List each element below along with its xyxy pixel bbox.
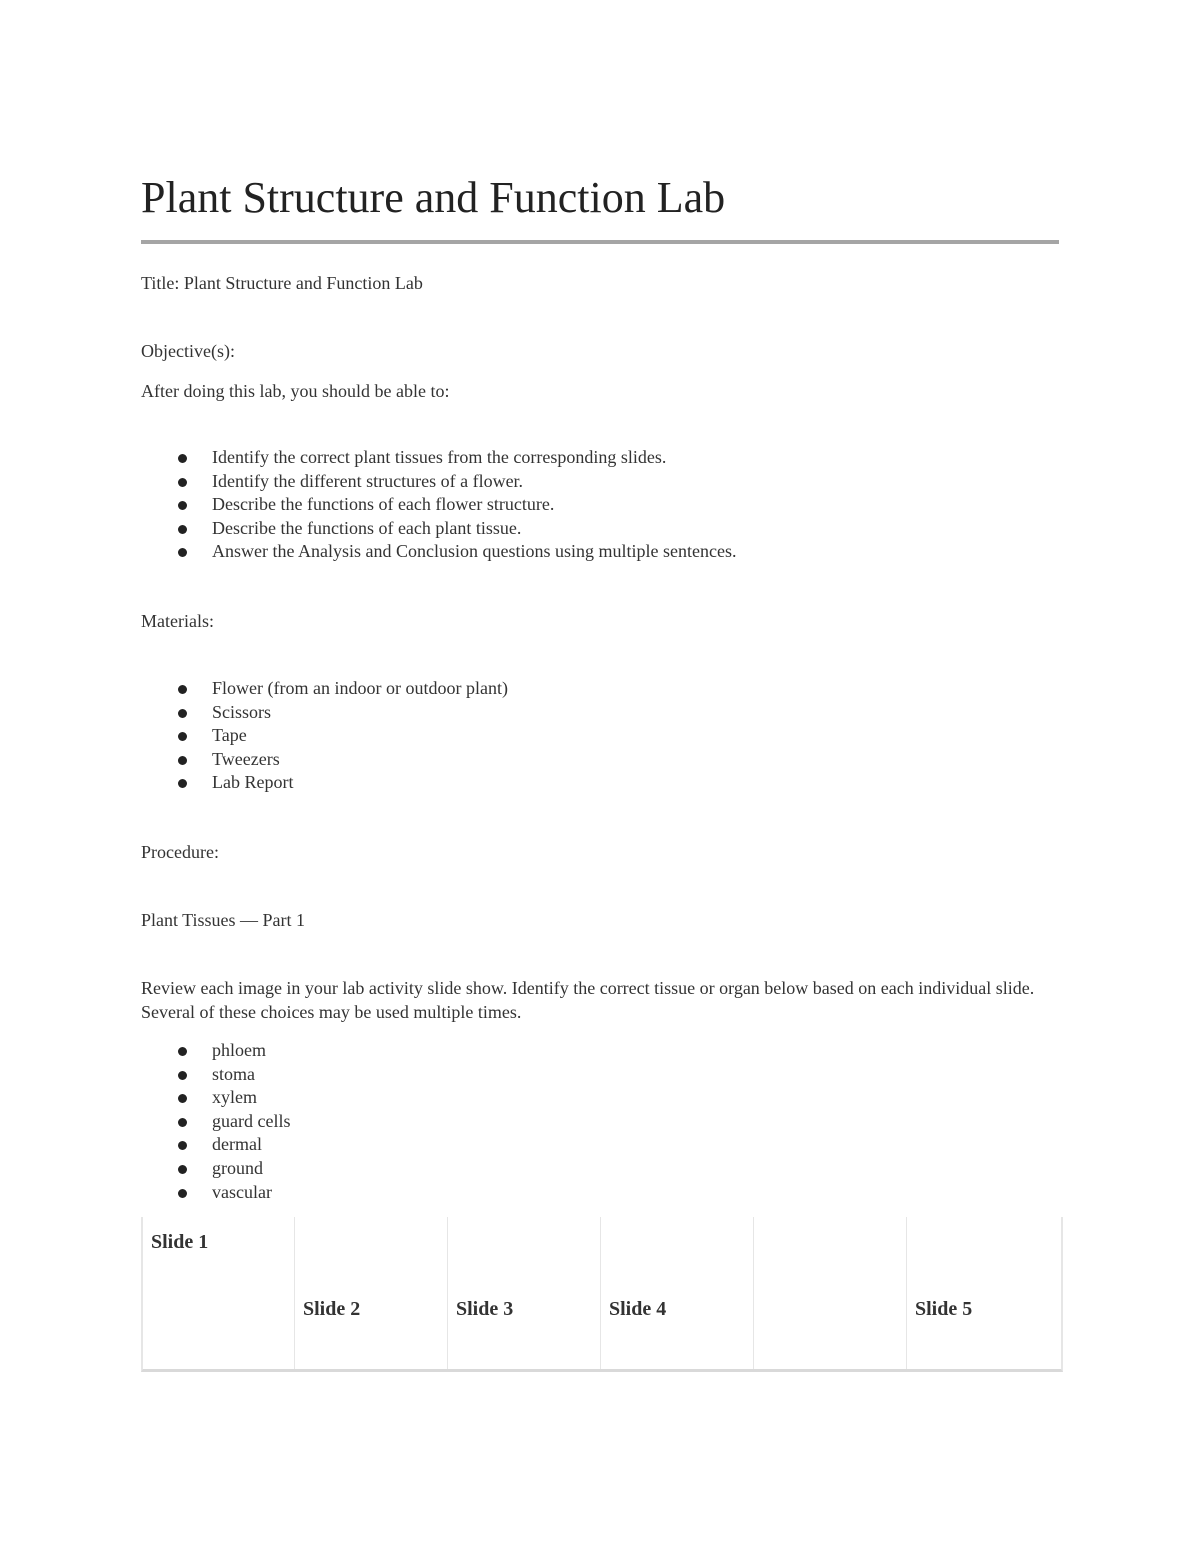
list-item-text: Answer the Analysis and Conclusion questions using multiple sentences.	[212, 541, 737, 562]
list-item	[141, 1063, 290, 1087]
list-item	[141, 1110, 290, 1134]
objectives-intro: After doing this lab, you should be able to:	[141, 381, 450, 401]
bullet-icon	[178, 454, 187, 463]
bullet-icon	[178, 1094, 187, 1103]
list-item	[141, 1039, 290, 1063]
bullet-icon	[178, 732, 187, 741]
list-item	[141, 677, 508, 701]
list-item-text: stoma	[212, 1063, 255, 1084]
heading-divider	[141, 240, 1059, 244]
bullet-icon	[178, 756, 187, 765]
list-item-text: xylem	[212, 1087, 257, 1108]
materials-list	[141, 677, 508, 795]
list-item	[141, 1157, 290, 1181]
list-item-text: vascular	[212, 1181, 272, 1202]
list-item	[141, 1181, 290, 1205]
document-heading: Plant Structure and Function Lab	[141, 173, 726, 222]
bullet-icon	[178, 779, 187, 788]
objectives-label: Objective(s):	[141, 341, 235, 361]
slide-label: Slide 3	[456, 1298, 514, 1320]
bullet-icon	[178, 478, 187, 487]
list-item-text: guard cells	[212, 1110, 291, 1131]
list-item-text: Identify the different structures of a flower.	[212, 470, 524, 491]
procedure-label: Procedure:	[141, 842, 219, 862]
bullet-icon	[178, 501, 187, 510]
list-item	[141, 1086, 290, 1110]
slides-table	[141, 1217, 1063, 1372]
list-item	[141, 748, 508, 772]
slide-label: Slide 1	[151, 1231, 209, 1253]
bullet-icon	[178, 1189, 187, 1198]
slide-label: Slide 4	[609, 1298, 667, 1320]
list-item	[141, 701, 508, 725]
list-item-text: dermal	[212, 1134, 262, 1155]
list-item	[141, 446, 736, 470]
table-cell-slide-3	[448, 1217, 601, 1369]
bullet-icon	[178, 1047, 187, 1056]
bullet-icon	[178, 525, 187, 534]
part-heading: Plant Tissues — Part 1	[141, 910, 306, 930]
list-item-text: ground	[212, 1157, 263, 1178]
bullet-icon	[178, 1071, 187, 1080]
bullet-icon	[178, 1165, 187, 1174]
bullet-icon	[178, 709, 187, 718]
list-item	[141, 470, 736, 494]
bullet-icon	[178, 548, 187, 557]
list-item-text: Identify the correct plant tissues from the corresponding slides.	[212, 447, 667, 467]
table-cell-slide-5	[907, 1217, 1061, 1369]
table-cell-empty	[754, 1217, 907, 1369]
list-item-text: Scissors	[212, 701, 272, 722]
list-item-text: Describe the functions of each plant tissue.	[212, 517, 522, 538]
list-item	[141, 771, 508, 795]
slide-label: Slide 2	[303, 1298, 361, 1320]
title-line: Title: Plant Structure and Function Lab	[141, 273, 423, 293]
list-item-text: Flower (from an indoor or outdoor plant)	[212, 678, 508, 698]
list-item	[141, 1133, 290, 1157]
table-cell-slide-4	[601, 1217, 754, 1369]
list-item-text: Tape	[212, 725, 247, 746]
list-item-text: Describe the functions of each flower structure.	[212, 494, 555, 515]
slide-label: Slide 5	[915, 1298, 973, 1320]
list-item	[141, 517, 736, 541]
list-item	[141, 724, 508, 748]
bullet-icon	[178, 1118, 187, 1127]
list-item-text: phloem	[212, 1040, 266, 1060]
table-cell-slide-2	[295, 1217, 448, 1369]
list-item	[141, 540, 736, 564]
materials-label: Materials:	[141, 611, 214, 631]
instructions-paragraph: Review each image in your lab activity slide show. Identify the correct tissue or organ below based on each individual slide. Several of these choices may be used multiple times.	[141, 978, 1035, 1022]
bullet-icon	[178, 1141, 187, 1150]
list-item	[141, 493, 736, 517]
objectives-list	[141, 446, 736, 564]
list-item-text: Tweezers	[212, 748, 280, 769]
bullet-icon	[178, 685, 187, 694]
table-cell-slide-1	[143, 1217, 295, 1369]
list-item-text: Lab Report	[212, 772, 294, 793]
tissue-choices-list	[141, 1039, 290, 1204]
